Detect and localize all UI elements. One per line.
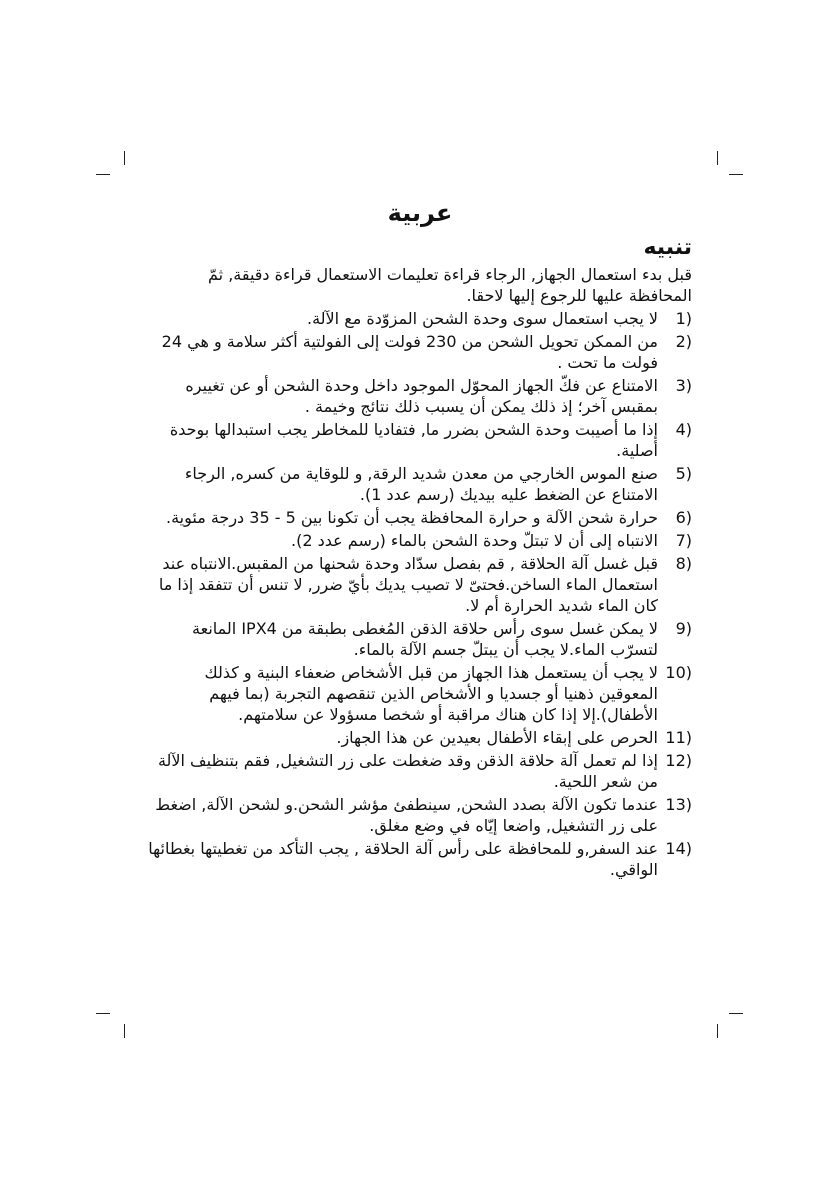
item-number: 9) (675, 619, 692, 638)
list-item (148, 618, 692, 660)
item-text: لا يمكن غسل سوى رأس حلاقة الذقن المُغطى بطبقة من IPX4 المانعة لتسرّب الماء.لا يجب أن يبتلّ جسم الآلة بالماء. (192, 619, 658, 659)
item-number: 12) (665, 751, 692, 770)
section-heading: تنبيه (643, 235, 692, 260)
item-text: عند السفر,و للمحافظة على رأس آلة الحلاقة , يجب التأكد من تغطيتها بغطائها الواقي. (148, 839, 658, 879)
list-item (148, 507, 692, 528)
document-page (148, 198, 692, 882)
item-text: لا يجب أن يستعمل هذا الجهاز من قبل الأشخاص ضعفاء البنية و كذلك المعوقين ذهنيا أو جسديا و الأشخاص الذين تنقصهم التجربة (بما فيهم الأطفال).إلا إذا كان هناك مراقبة أو شخصا مسؤولا عن سلامتهم. (204, 663, 658, 724)
list-item (148, 727, 692, 748)
list-item (148, 331, 692, 373)
item-number: 10) (665, 663, 692, 682)
instructions-list (148, 308, 692, 880)
crop-mark (124, 1024, 125, 1038)
item-number: 14) (665, 839, 692, 858)
item-number: 3) (675, 376, 692, 395)
list-item (148, 419, 692, 461)
item-number: 4) (675, 420, 692, 439)
list-item (148, 308, 692, 329)
crop-mark (717, 1024, 718, 1038)
list-item (148, 750, 692, 792)
crop-mark (124, 151, 125, 165)
item-number: 7) (675, 531, 692, 550)
list-item (148, 794, 692, 836)
intro-paragraph: قبل بدء استعمال الجهاز, الرجاء قراءة تعليمات الاستعمال قراءة دقيقة, ثمّ المحافظة عليها للرجوع إليها لاحقا. (208, 265, 692, 305)
crop-mark (717, 151, 718, 165)
item-text: لا يجب استعمال سوى وحدة الشحن المزوّدة مع الآلة. (307, 309, 658, 328)
item-number: 2) (675, 332, 692, 351)
item-number: 8) (675, 554, 692, 573)
list-item (148, 375, 692, 417)
item-number: 6) (675, 508, 692, 527)
item-text: قبل غسل آلة الحلاقة , قم بفصل سدّاد وحدة شحنها من المقبس.الانتباه عند استعمال الماء الساخن.فحتىّ لا تصيب يديك بأيّ ضرر, لا تنس أن تتفقد إذا ما كان الماء شديد الحرارة أم لا. (158, 554, 658, 615)
item-text: من الممكن تحويل الشحن من 230 فولت إلى الفولتية أكثر سلامة و هي 24 فولت ما تحت . (161, 332, 658, 372)
list-item (148, 463, 692, 505)
list-item (148, 553, 692, 616)
item-text: الانتباه إلى أن لا تبتلّ وحدة الشحن بالماء (رسم عدد 2). (291, 531, 658, 550)
item-number: 13) (665, 795, 692, 814)
item-text: إذا لم تعمل آلة حلاقة الذقن وقد ضغطت على زر التشغيل, فقم بتنظيف الآلة من شعر اللحية. (157, 751, 658, 791)
crop-mark (96, 1013, 110, 1014)
item-text: الامتناع عن فكّ الجهاز المحوّل الموجود داخل وحدة الشحن أو عن تغييره بمقبس آخر؛ إذ ذلك يمكن أن يسبب ذلك نتائج وخيمة . (185, 376, 658, 416)
item-number: 11) (665, 728, 692, 747)
crop-mark (729, 174, 743, 175)
item-number: 1) (675, 309, 692, 328)
list-item (148, 530, 692, 551)
item-text: عندما تكون الآلة بصدد الشحن, سينطفئ مؤشر الشحن.و لشحن الآلة, اضغط على زر التشغيل, واضعا إيّاه في وضع مغلق. (155, 795, 658, 835)
item-number: 5) (675, 464, 692, 483)
item-text: الحرص على إبقاء الأطفال بعيدين عن هذا الجهاز. (336, 728, 658, 747)
item-text: حرارة شحن الآلة و حرارة المحافظة يجب أن تكونا بين 5 - 35 درجة مئوية. (165, 508, 658, 527)
item-text: إذا ما أصيبت وحدة الشحن بضرر ما, فتفاديا للمخاطر يجب استبدالها بوحدة أصلية. (169, 420, 658, 460)
crop-mark (96, 174, 110, 175)
item-text: صنع الموس الخارجي من معدن شديد الرقة, و للوقاية من كسره, الرجاء الامتناع عن الضغط عليه بيديك (رسم عدد 1). (184, 464, 658, 504)
crop-mark (729, 1013, 743, 1014)
list-item (148, 662, 692, 725)
list-item (148, 838, 692, 880)
page-title: عربية (387, 199, 453, 227)
